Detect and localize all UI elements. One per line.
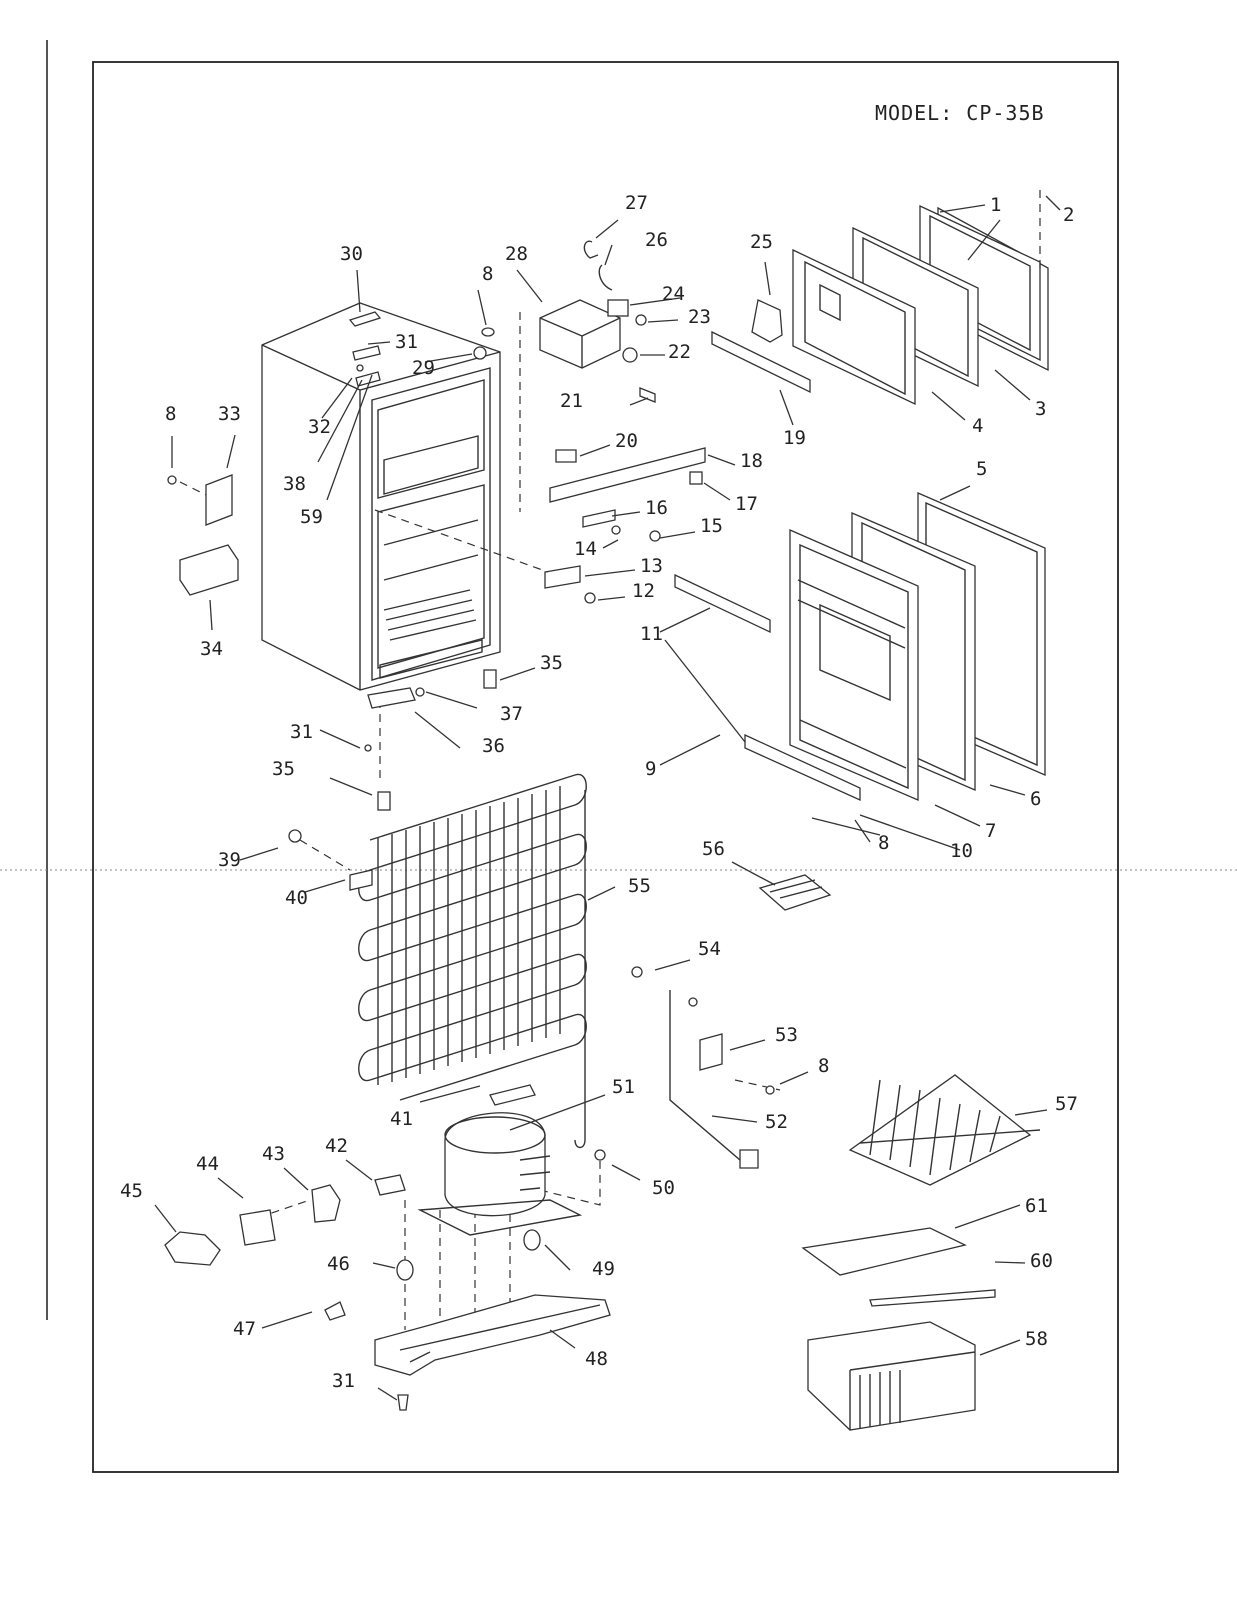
callout-34: 34 bbox=[200, 638, 223, 660]
power-cord-assembly bbox=[632, 967, 774, 1168]
callout-8-top: 8 bbox=[482, 263, 494, 285]
callout-43: 43 bbox=[262, 1143, 285, 1165]
wire-shelf bbox=[850, 1075, 1040, 1185]
callout-6: 6 bbox=[1030, 788, 1042, 810]
callout-38: 38 bbox=[283, 473, 306, 495]
callout-58: 58 bbox=[1025, 1328, 1048, 1350]
callout-46: 46 bbox=[327, 1253, 350, 1275]
callout-7: 7 bbox=[985, 820, 997, 842]
callout-35-mid: 35 bbox=[272, 758, 295, 780]
callout-14: 14 bbox=[574, 538, 597, 560]
refrigerator-cabinet bbox=[262, 303, 500, 690]
callout-41: 41 bbox=[390, 1108, 413, 1130]
callout-19: 19 bbox=[783, 427, 806, 449]
callout-21: 21 bbox=[560, 390, 583, 412]
callout-2: 2 bbox=[1063, 204, 1075, 226]
callout-31-top: 31 bbox=[395, 331, 418, 353]
callout-51: 51 bbox=[612, 1076, 635, 1098]
callout-24: 24 bbox=[662, 283, 685, 305]
callout-52: 52 bbox=[765, 1111, 788, 1133]
callout-15: 15 bbox=[700, 515, 723, 537]
callout-13: 13 bbox=[640, 555, 663, 577]
callout-42: 42 bbox=[325, 1135, 348, 1157]
model-label: MODEL: CP-35B bbox=[875, 101, 1045, 125]
callout-1: 1 bbox=[990, 194, 1002, 216]
callout-23: 23 bbox=[688, 306, 711, 328]
callout-11: 11 bbox=[640, 623, 663, 645]
callout-8-door: 8 bbox=[878, 832, 890, 854]
callout-25: 25 bbox=[750, 231, 773, 253]
callout-22: 22 bbox=[668, 341, 691, 363]
callout-37: 37 bbox=[500, 703, 523, 725]
callout-8-left: 8 bbox=[165, 403, 177, 425]
callout-27: 27 bbox=[625, 192, 648, 214]
callout-40: 40 bbox=[285, 887, 308, 909]
callout-59: 59 bbox=[300, 506, 323, 528]
callout-50: 50 bbox=[652, 1177, 675, 1199]
callout-55: 55 bbox=[628, 875, 651, 897]
callout-10: 10 bbox=[950, 840, 973, 862]
condenser-coil bbox=[359, 774, 587, 1147]
callout-29: 29 bbox=[412, 357, 435, 379]
callout-61: 61 bbox=[1025, 1195, 1048, 1217]
ice-tray bbox=[760, 875, 830, 910]
callout-12: 12 bbox=[632, 580, 655, 602]
fresh-food-door-assembly bbox=[675, 493, 1045, 800]
callout-48: 48 bbox=[585, 1348, 608, 1370]
callout-18: 18 bbox=[740, 450, 763, 472]
compressor bbox=[420, 1085, 580, 1235]
callout-60: 60 bbox=[1030, 1250, 1053, 1272]
callout-45: 45 bbox=[120, 1180, 143, 1202]
callout-39: 39 bbox=[218, 849, 241, 871]
callout-28: 28 bbox=[505, 243, 528, 265]
callout-47: 47 bbox=[233, 1318, 256, 1340]
callout-4: 4 bbox=[972, 415, 984, 437]
callout-36: 36 bbox=[482, 735, 505, 757]
crisper-assembly bbox=[803, 1228, 995, 1430]
callout-57: 57 bbox=[1055, 1093, 1078, 1115]
callout-17: 17 bbox=[735, 493, 758, 515]
callout-33: 33 bbox=[218, 403, 241, 425]
callout-54: 54 bbox=[698, 938, 721, 960]
callout-53: 53 bbox=[775, 1024, 798, 1046]
callout-31-mid: 31 bbox=[290, 721, 313, 743]
callout-26: 26 bbox=[645, 229, 668, 251]
base-plate bbox=[375, 1295, 610, 1375]
callout-35-top: 35 bbox=[540, 652, 563, 674]
callout-44: 44 bbox=[196, 1153, 219, 1175]
callout-20: 20 bbox=[615, 430, 638, 452]
callout-30: 30 bbox=[340, 243, 363, 265]
callout-8-cord: 8 bbox=[818, 1055, 830, 1077]
callout-16: 16 bbox=[645, 497, 668, 519]
callout-9: 9 bbox=[645, 758, 657, 780]
callout-32: 32 bbox=[308, 416, 331, 438]
callout-56: 56 bbox=[702, 838, 725, 860]
callout-5: 5 bbox=[976, 458, 988, 480]
callout-3: 3 bbox=[1035, 398, 1047, 420]
callout-49: 49 bbox=[592, 1258, 615, 1280]
callout-31-bottom: 31 bbox=[332, 1370, 355, 1392]
